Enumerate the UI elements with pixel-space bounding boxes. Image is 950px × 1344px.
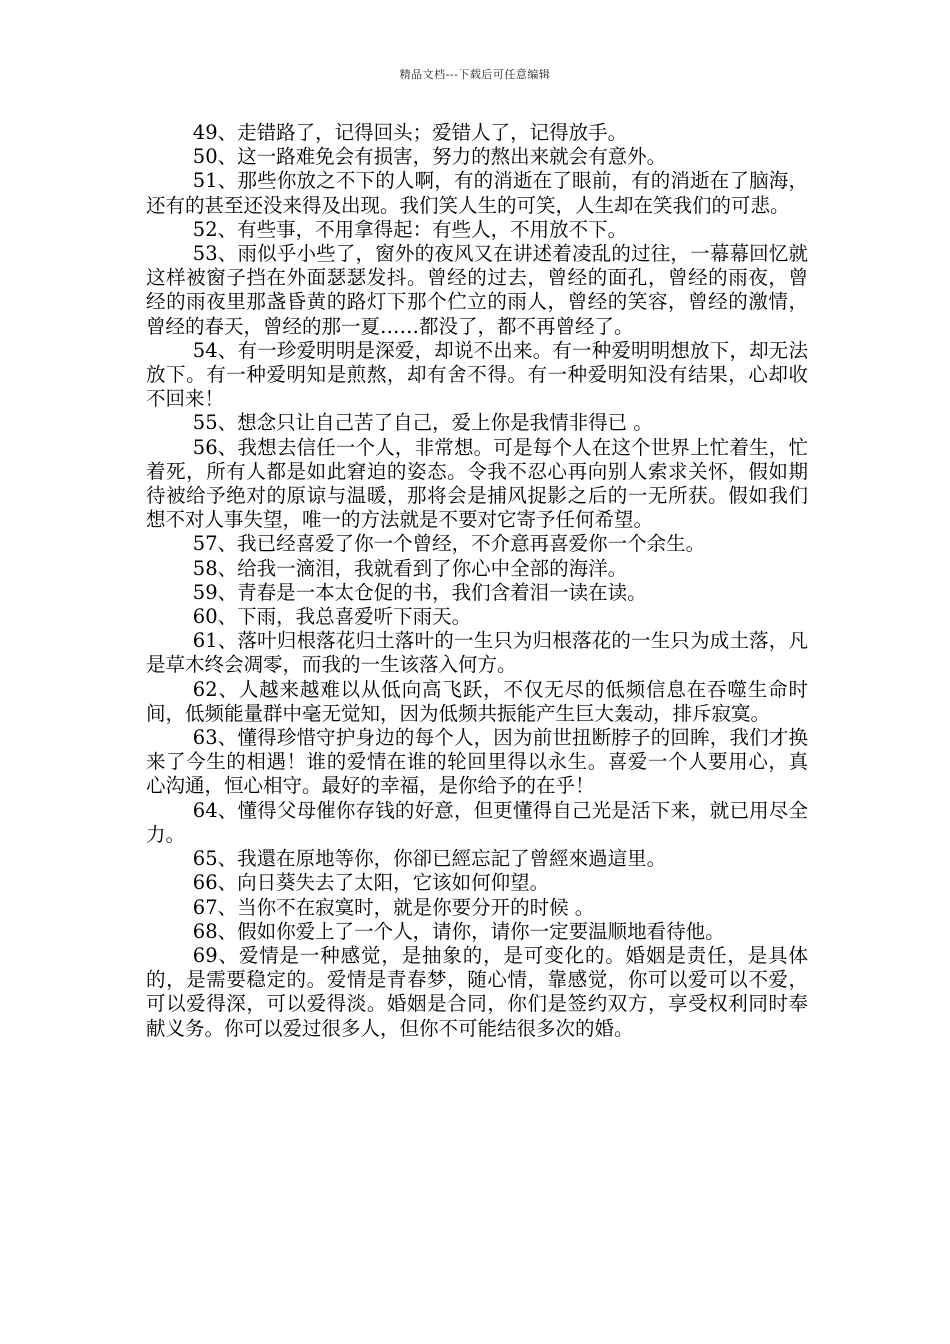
paragraph-55: 55、想念只让自己苦了自己，爱上你是我情非得已 。 bbox=[192, 411, 653, 435]
paragraph-68: 68、假如你爱上了一个人，请你，请你一定要温顺地看待他。 bbox=[192, 919, 725, 943]
paragraph-51: 51、那些你放之不下的人啊，有的消逝在了眼前，有的消逝在了脑海，还有的甚至还没来得及出现。我们笑人生的可笑，人生却在笑我们的可悲。 bbox=[146, 169, 808, 217]
paragraph-67: 67、当你不在寂寞时，就是你要分开的时候 。 bbox=[192, 895, 595, 919]
paragraph-63: 63、懂得珍惜守护身边的每个人，因为前世扭断脖子的回眸，我们才换来了今生的相遇！谁的爱情在谁的轮回里得以永生。喜爱一个人要用心，真心沟通，恒心相守。最好的幸福，是你给予的在乎！ bbox=[146, 726, 808, 798]
paragraph-54: 54、有一珍爱明明是深爱，却说不出来。有一种爱明明想放下，却无法放下。有一种爱明知是煎熬，却有舍不得。有一种爱明知没有结果，心却收不回来！ bbox=[146, 338, 808, 411]
paragraph-56: 56、我想去信任一个人，非常想。可是每个人在这个世界上忙着生，忙着死，所有人都是如此窘迫的姿态。令我不忍心再向别人索求关怀，假如期待被给予绝对的原谅与温暖，那将会是捕风捉影之后的一无所获。假如我们想不对人事失望，唯一的方法就是不要对它寄予任何希望。 bbox=[146, 435, 808, 532]
paragraph-58: 58、给我一滴泪，我就看到了你心中全部的海洋。 bbox=[192, 556, 628, 580]
paragraph-53: 53、雨似乎小些了，窗外的夜风又在讲述着凌乱的过往，一幕幕回忆就这样被窗子挡在外面瑟瑟发抖。曾经的过去，曾经的面孔，曾经的雨夜，曾经的雨夜里那盏昏黄的路灯下那个伫立的雨人，曾经的笑容，曾经的激情，曾经的春天，曾经的那一夏……都没了，都不再曾经了。 bbox=[146, 242, 808, 338]
paragraph-61: 61、落叶归根落花归土落叶的一生只为归根落花的一生只为成土落，凡是草木终会凋零，而我的一生该落入何方。 bbox=[146, 629, 808, 677]
paragraph-66: 66、向日葵失去了太阳，它该如何仰望。 bbox=[192, 871, 550, 895]
paragraph-49: 49、走错路了，记得回头；爱错人了，记得放手。 bbox=[192, 121, 628, 144]
paragraph-50: 50、这一路难免会有损害，努力的熬出来就会有意外。 bbox=[192, 145, 667, 169]
paragraph-60: 60、下雨，我总喜爱听下雨天。 bbox=[192, 605, 472, 629]
paragraph-62: 62、人越来越难以从低向高飞跃，不仅无尽的低频信息在吞噬生命时间，低频能量群中毫无觉知，因为低频共振能产生巨大轰动，排斥寂寞。 bbox=[146, 677, 808, 725]
paragraph-52: 52、有些事，不用拿得起：有些人，不用放不下。 bbox=[192, 217, 628, 241]
paragraph-69: 69、爱情是一种感觉，是抽象的，是可变化的。婚姻是责任，是具体的，是需要稳定的。爱情是青春梦，随心情，靠感觉，你可以爱可以不爱，可以爱得深，可以爱得淡。婚姻是合同，你们是签约双方，享受权利同时奉献义务。你可以爱过很多人，但你不可能结很多次的婚。 bbox=[146, 943, 808, 1040]
paragraph-59: 59、青春是一本太仓促的书，我们含着泪一读在读。 bbox=[192, 580, 647, 604]
paragraph-65: 65、我還在原地等你，你卻已經忘記了曾經來過這里。 bbox=[192, 847, 667, 871]
document-body bbox=[146, 121, 808, 1041]
paragraph-64: 64、懂得父母催你存钱的好意，但更懂得自己光是活下来，就已用尽全力。 bbox=[146, 798, 808, 846]
paragraph-57: 57、我已经喜爱了你一个曾经，不介意再喜爱你一个余生。 bbox=[192, 532, 706, 556]
page-header: 精品文档---下载后可任意编辑 bbox=[399, 68, 551, 81]
